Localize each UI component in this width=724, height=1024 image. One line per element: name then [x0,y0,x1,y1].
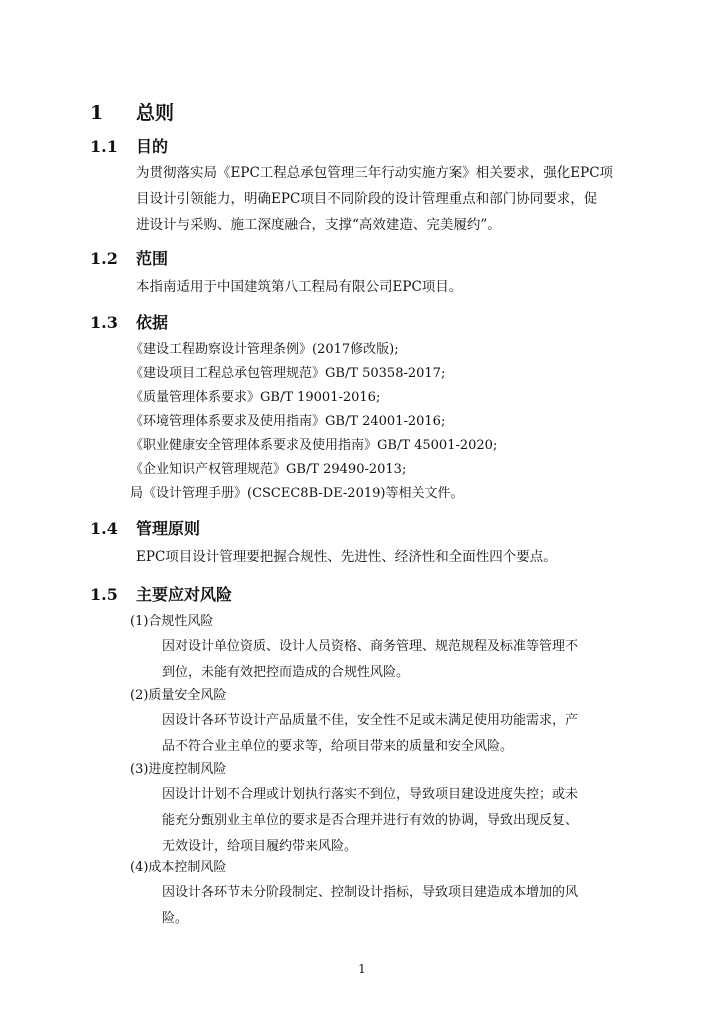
text-line: 目设计引领能力，明确EPC项目不同阶段的设计管理重点和部门协同要求，促 [136,191,598,207]
risk-label: (4)成本控制风险 [130,860,227,875]
text-line: 险。 [162,911,189,926]
reference-list [130,338,650,506]
reference-item: 《职业健康安全管理体系要求及使用指南》GB/T 45001-2020; [130,438,498,453]
section-heading-principles [90,516,200,539]
page-number: 1 [358,962,366,976]
text-line: 到位，未能有效把控而造成的合规性风险。 [162,665,410,680]
text-line: 进设计与采购、施工深度融合，支撑“高效建造、完美履约”。 [136,217,501,233]
chapter-heading [90,98,174,125]
section-heading-purpose [90,134,168,157]
section-heading-risks [90,582,232,605]
section-number: 1.4 [90,519,118,538]
text-line: 因设计各环节设计产品质量不佳，安全性不足或未满足使用功能需求，产 [162,713,579,728]
scope-paragraph [136,274,636,300]
section-number: 1.3 [90,313,118,332]
reference-item: 《环境管理体系要求及使用指南》GB/T 24001-2016; [130,414,446,429]
reference-item: 局《设计管理手册》(CSCEC8B-DE-2019)等相关文件。 [130,486,464,501]
principle-paragraph [136,544,636,570]
text-line: 因设计各环节未分阶段制定、控制设计指标，导致项目建造成本增加的风 [162,885,579,900]
section-title: 管理原则 [136,519,201,538]
text-line: EPC项目设计管理要把握合规性、先进性、经济性和全面性四个要点。 [136,549,557,565]
text-line: 因对设计单位资质、设计人员资格、商务管理、规范规程及标准等管理不 [162,639,579,654]
reference-item: 《建设项目工程总承包管理规范》GB/T 50358-2017; [130,366,446,381]
section-number: 1.1 [90,137,118,156]
section-number: 1.5 [90,585,118,604]
text-line: 无效设计，给项目履约带来风险。 [162,839,358,854]
text-line: 品不符合业主单位的要求等，给项目带来的质量和安全风险。 [162,739,514,754]
section-title: 依据 [136,313,169,332]
text-line: 因设计计划不合理或计划执行落实不到位，导致项目建设进度失控；或未 [162,787,579,802]
reference-item: 《建设工程勘察设计管理条例》(2017修改版); [130,342,399,357]
purpose-paragraph [136,160,636,238]
risk-description [162,634,636,686]
text-line: 能充分甄别业主单位的要求是否合理并进行有效的协调，导致出现反复、 [162,813,579,828]
section-heading-scope [90,246,168,269]
reference-item: 《质量管理体系要求》GB/T 19001-2016; [130,390,381,405]
section-title: 范围 [136,249,169,268]
chapter-title: 总则 [136,102,175,124]
section-number: 1.2 [90,249,118,268]
risk-label: (2)质量安全风险 [130,688,227,703]
text-line: 本指南适用于中国建筑第八工程局有限公司EPC项目。 [136,279,463,295]
risk-label: (1)合规性风险 [130,614,214,629]
risk-description [162,782,636,860]
text-line: 为贯彻落实局《EPC工程总承包管理三年行动实施方案》相关要求，强化EPC项 [136,165,614,181]
chapter-number: 1 [90,102,104,124]
section-title: 目的 [136,137,169,156]
risk-description [162,880,636,932]
risk-label: (3)进度控制风险 [130,762,227,777]
section-title: 主要应对风险 [136,585,233,604]
reference-item: 《企业知识产权管理规范》GB/T 29490-2013; [130,462,407,477]
risk-description [162,708,636,760]
section-heading-basis [90,310,168,333]
